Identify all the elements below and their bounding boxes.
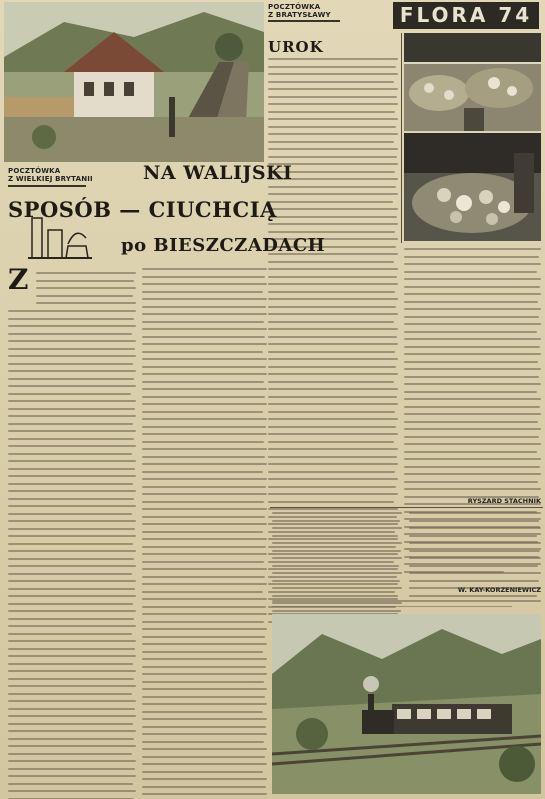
teakettle-ornament-icon [28,216,92,260]
headline-line-1: NA WALIJSKI [143,162,293,184]
tag-underline [268,20,340,22]
signature-korzeniewicz: W. KAY-KORZENIEWICZ [457,586,541,594]
tag-line-postcard: POCZTÓWKA [8,167,61,175]
wales-text-column-1 [36,272,136,310]
headline-line-3: po BIESZCZADACH [121,235,326,256]
wales-text-column-2 [142,268,267,799]
photo-railway-station [4,2,264,162]
signature-stachnik: RYSZARD STACHNIK [467,497,541,505]
headline-line-2: SPOSÓB — CIUCHCIĄ [8,197,277,222]
postcard-tag-great-britain [8,167,93,183]
photo-flower-exhibition-top [404,33,541,131]
column-divider-flora [401,33,402,243]
urok-initial: UROK [268,38,324,56]
tag-underline [8,185,86,187]
photo-caption [272,600,541,611]
photo-flower-exhibition-bottom [404,133,541,241]
tag-line-postcard: POCZTÓWKA [268,3,321,11]
wales-article-initial: Z [8,263,29,296]
postcard-tag-bratislava [268,3,331,19]
section-divider [270,507,543,508]
photo-narrow-gauge-train [272,614,541,794]
tag-line-great-britain: Z WIELKIEJ BRYTANII [8,175,93,183]
tag-line-bratislava: Z BRATYSŁAWY [268,11,331,19]
flora-title: FLORA 74 [393,2,539,29]
wales-text-column-1-cont [8,310,136,799]
